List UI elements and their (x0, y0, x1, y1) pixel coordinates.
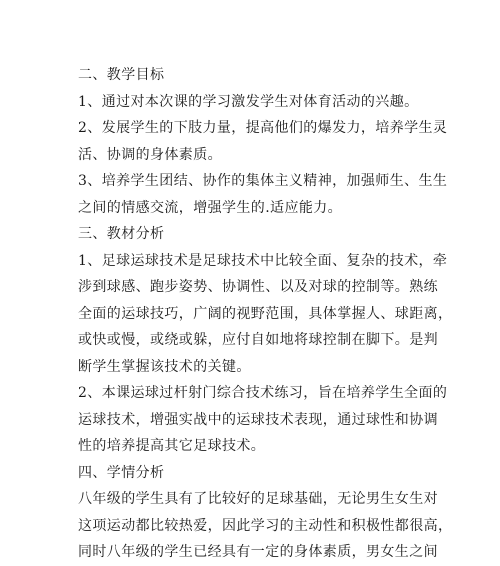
document-body (78, 62, 453, 566)
paragraph-line: 八年级的学生具有了比较好的足球基础，无论男生女生对 (78, 491, 438, 507)
paragraph-line: 运球技术，增强实战中的运球技术表现，通过球性和协调 (78, 411, 438, 428)
paragraph-line: 全面的运球技巧，广阔的视野范围，具体掌握人、球距离， (78, 305, 453, 322)
paragraph-line: 性的培养提高其它足球技术。 (78, 438, 266, 454)
paragraph-line: 3、培养学生团结、协作的集体主义精神，加强师生、生生 (78, 173, 448, 189)
paragraph-line: 之间的情感交流，增强学生的.适应能力。 (78, 199, 343, 216)
paragraph-line: 2、发展学生的下肢力量，提高他们的爆发力，培养学生灵 (78, 120, 448, 136)
paragraph-line: 涉到球感、跑步姿势、协调性、以及对球的控制等。熟练 (78, 279, 438, 295)
paragraph-line: 同时八年级的学生已经具有一定的身体素质，男女生之间 (78, 544, 438, 560)
paragraph-line: 活、协调的身体素质。 (78, 146, 222, 163)
section-heading: 四、学情分析 (78, 464, 165, 481)
paragraph-line: 或快或慢，或绕或躲，应付自如地将球控制在脚下。是判 (78, 332, 438, 348)
paragraph-line: 这项运动都比较热爱，因此学习的主动性和积极性都很高， (78, 517, 453, 534)
paragraph-line: 断学生掌握该技术的关键。 (78, 358, 251, 375)
paragraph-line: 2、本课运球过杆射门综合技术练习，旨在培养学生全面的 (78, 385, 448, 401)
paragraph-line: 1、足球运球技术是足球技术中比较全面、复杂的技术，牵 (78, 252, 448, 269)
section-heading: 三、教材分析 (78, 226, 165, 242)
paragraph-line: 1、通过对本次课的学习激发学生对体育活动的兴趣。 (78, 93, 419, 110)
section-heading: 二、教学目标 (78, 67, 165, 83)
